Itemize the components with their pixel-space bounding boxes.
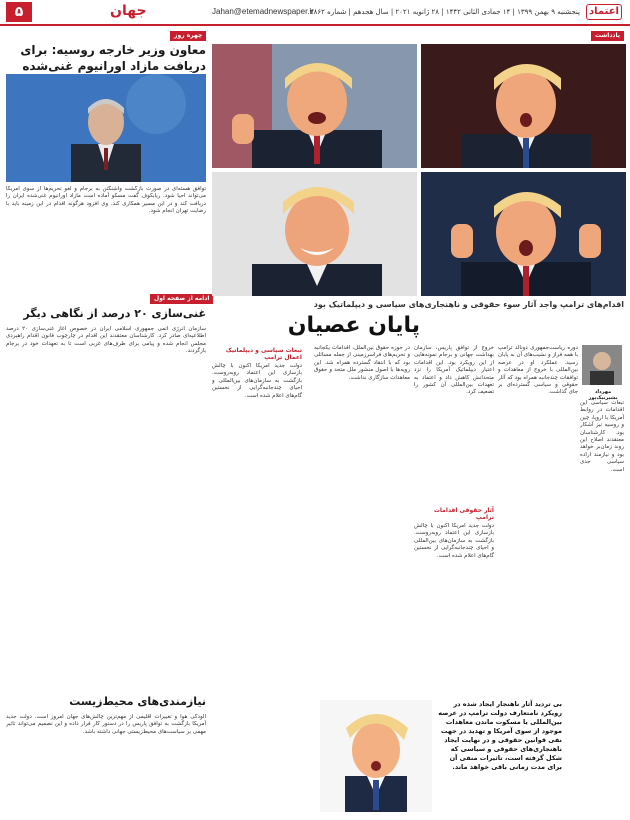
left-mid-story [6, 306, 206, 681]
main-col-4-body: دولت جدید آمریکا اکنون با چالش بازسازی این اعتماد روبه‌روست. بازگشت به سازمان‌های بین‌المللی و احیای چندجانبه‌گرایی از نخستین گام‌های اعلام شده است. [212, 363, 302, 399]
author-avatar [582, 345, 622, 385]
face-illustration [421, 44, 626, 168]
subhead-legal: آثار حقوقی اقدامات ترامپ [433, 507, 494, 521]
newspaper-logo: اعتماد [586, 4, 622, 20]
main-col-3-body: در حوزه حقوق بین‌الملل، اقدامات یکجانبه و تحریم‌های فراسرزمینی از جمله مسائلی بود که با انتقاد گسترده همراه شد. این رویه‌ها با اصول منشور ملل متحد و حقوق معاهدات سازگاری نداشت. [314, 345, 410, 381]
left-top-body-wrap [6, 186, 206, 286]
trump-photo-3 [212, 172, 417, 296]
main-col-0 [580, 400, 624, 812]
ryabkov-photo [6, 74, 206, 182]
left-bottom-story [6, 694, 206, 820]
main-col-2-body-b: دولت جدید آمریکا اکنون با چالش بازسازی این اعتماد روبه‌روست. بازگشت به سازمان‌های بین‌المللی و احیای چندجانبه‌گرایی از نخستین گام‌های اعلام شده است. [414, 523, 494, 559]
main-col-2 [414, 345, 494, 703]
main-col-3 [314, 345, 410, 675]
trump-photo-4 [421, 172, 626, 296]
main-col-4 [212, 345, 302, 818]
page-number: ۵ [6, 2, 32, 22]
main-col-1-body: دوره ریاست‌جمهوری دونالد ترامپ با همه فراز و نشیب‌های آن به پایان رسید. عملکرد او در عرصه بین‌المللی با خروج از معاهدات و توافقات چندجانبه همراه بود که آثار حقوقی و سیاسی گسترده‌ای بر جای گذاشت. [498, 345, 578, 396]
trump-photo-2 [421, 44, 626, 168]
trump-photo-1 [212, 44, 417, 168]
face-illustration [212, 172, 417, 296]
trump-photo-grid [212, 44, 626, 296]
left-bottom-title[interactable]: نیازمندی‌های محیط‌زیست [69, 695, 206, 708]
pull-quote-text: بی تردید آثار ناهنجار ایجاد شده در رویکرد نامتعارف دولت ترامپ در عرصه بین‌المللی یا مسکوت ماندن معاهدات موجود از سوی آمریکا و تهدید در جهت نفی قوانین حقوقی و در نهایت ایجاد ناهنجاری‌های حقوقی و سیاسی که شکل گرفته است، تاثیرات منفی آن برای مدت زمانی باقی خواهد ماند. [438, 700, 562, 771]
left-top-title[interactable]: معاون وزیر خارجه روسیه: برای دریافت مازاد اورانیوم غنی‌شده [20, 43, 206, 73]
main-col-2-body: خروج از توافق پاریس، سازمان بهداشت جهانی و برجام نمونه‌هایی از این رویکرد بود. این اقدامات اعتبار دیپلماتیک آمریکا را نزد متحدانش کاهش داد و اعتماد به تعهدات بین‌المللی آن کشور را تضعیف کرد. [414, 345, 494, 396]
headline-kicker: اقدام‌های ترامپ واجد آثار سوء حقوقی و ناهنجاری‌های سیاسی و دیپلماتیک بود [313, 300, 624, 309]
pull-quote [436, 700, 562, 772]
author-name: مهرداد بشیرنیک‌پور [588, 389, 618, 401]
main-headline[interactable]: پایان عصیان [287, 313, 420, 338]
left-top-tag: چهره روز [170, 31, 206, 41]
subhead-political: تبعات سیاسی و دیپلماتیک اعمال ترامپ [225, 347, 302, 361]
face-illustration [421, 172, 626, 296]
face-illustration [212, 44, 417, 168]
left-bottom-body: آلودگی هوا و تغییرات اقلیمی از مهم‌ترین چالش‌های جهان امروز است. دولت جدید آمریکا بازگشت به توافق پاریس را در دستور کار قرار داده و این تصمیم می‌تواند تاثیر مهمی بر سیاست‌های محیط‌زیستی جهانی داشته باشد. [6, 714, 206, 735]
left-mid-title[interactable]: غنی‌سازی ۲۰ درصد از نگاهی دیگر [23, 307, 206, 320]
cartoon-illustration [320, 700, 432, 812]
portrait-illustration [6, 74, 206, 182]
main-col-0-body: تبعات سیاسی این اقدامات در روابط آمریکا با اروپا، چین و روسیه نیز آشکار بود. کارشناسان معتقدند اصلاح این روند زمان‌بر خواهد بود و نیازمند اراده سیاسی جدی است. [580, 400, 624, 473]
trump-cartoon [320, 700, 432, 812]
left-mid-body: سازمان انرژی اتمی جمهوری اسلامی ایران در خصوص آغاز غنی‌سازی ۲۰ درصد اطلاعیه‌ای صادر کرد. کارشناسان معتقدند این اقدام در چارچوب قانون اقدام راهبردی مجلس انجام شده و پیامی برای طرف‌های غربی است تا به تعهدات خود در برجام بازگردند. [6, 326, 206, 355]
dateline: پنجشنبه ۹ بهمن ۱۳۹۹ | ۱۴ جمادی الثانی ۱۴۴۲ | ۲۸ ژانویه ۲۰۲۱ | سال هجدهم | شماره ۴۸۶۲ [309, 8, 580, 16]
left-top-body: توافق هسته‌ای در صورت بازگشت واشنگتن به برجام و لغو تحریم‌ها از سوی آمریکا می‌تواند احیا شود. ریابکوف گفت مسکو آماده است مازاد اورانیوم غنی‌شده ایران را دریافت کند و در این مسیر همکاری کند. وی افزود هرگونه اقدام در این زمینه باید با رضایت تهران انجام شود. [6, 186, 206, 215]
section-title: جهان [110, 3, 147, 19]
section-email[interactable]: Jahan@etemadnewspaper.ir [212, 7, 314, 16]
main-tag: یادداشت [591, 31, 624, 41]
main-col-1 [498, 345, 578, 685]
masthead-bar [0, 0, 630, 26]
author-box [582, 345, 624, 401]
left-mid-tag: ادامه از صفحه اول [150, 294, 213, 304]
